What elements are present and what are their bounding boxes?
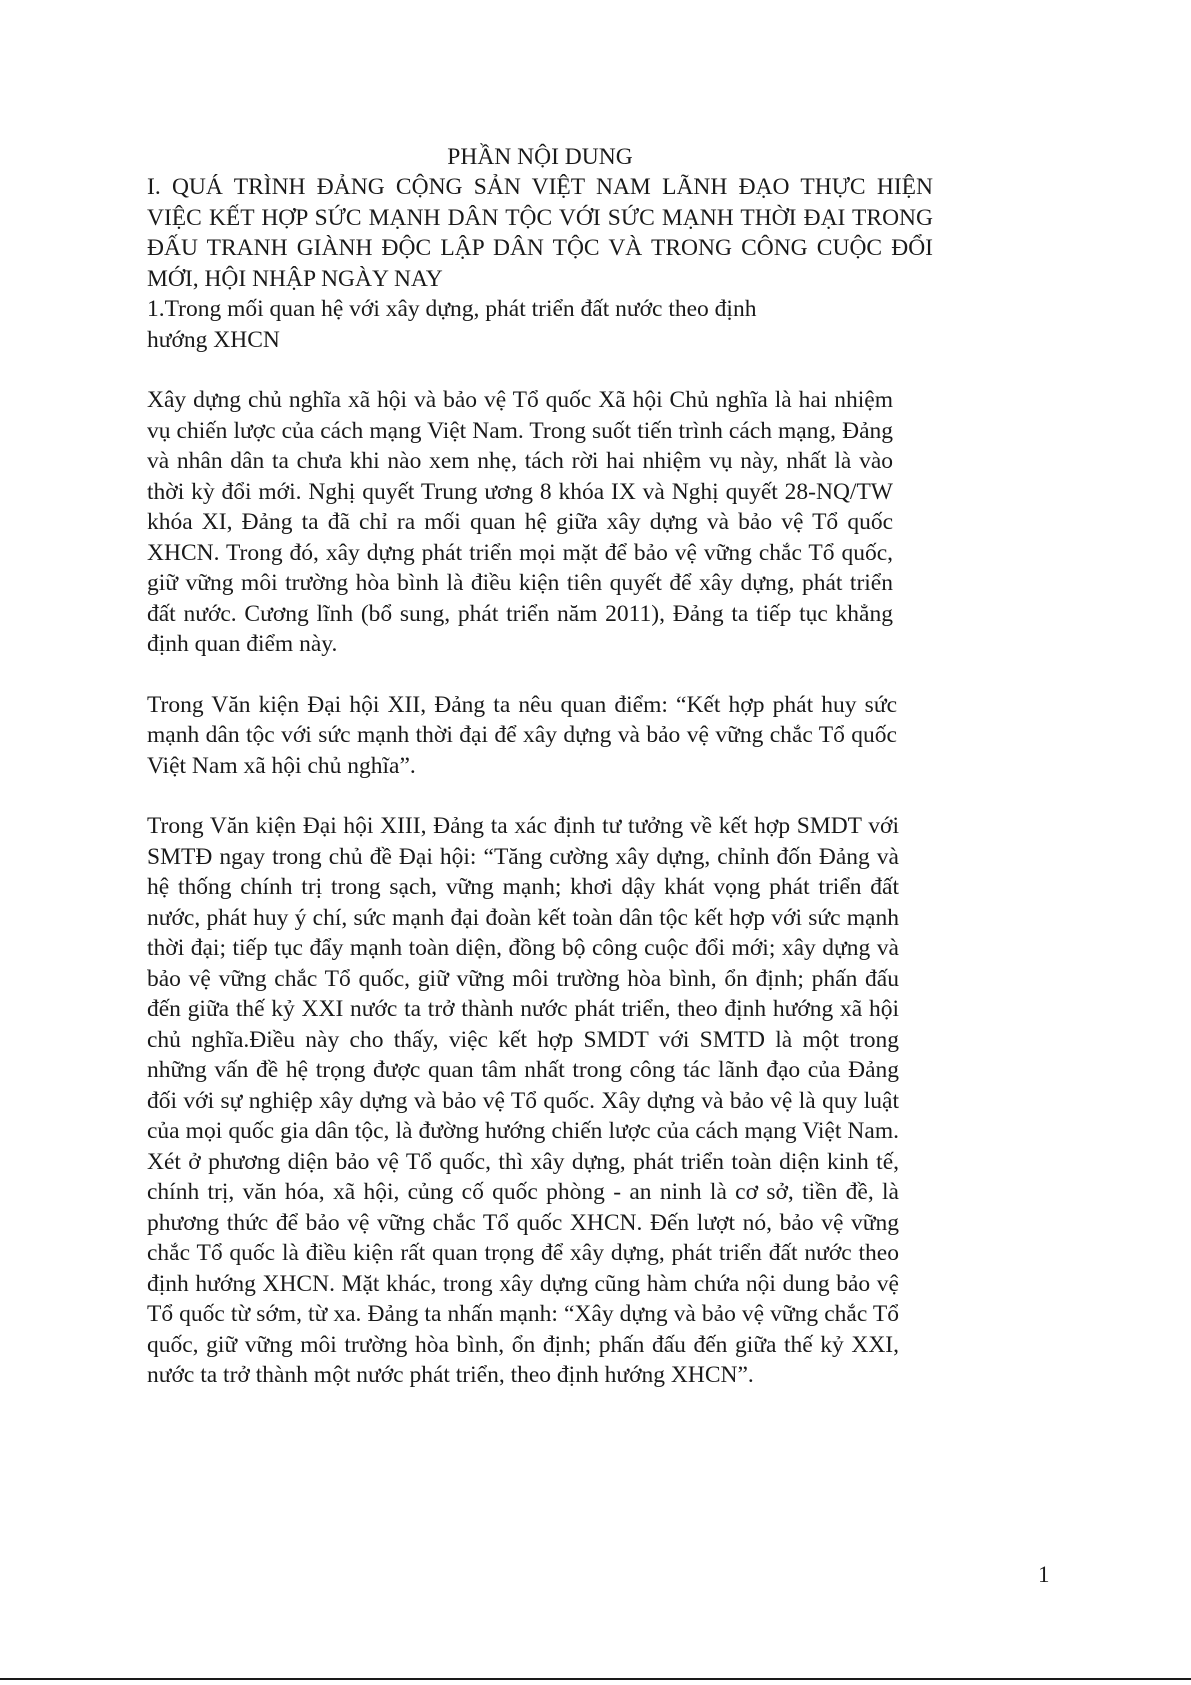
spacer — [147, 660, 933, 690]
paragraph: Xây dựng chủ nghĩa xã hội và bảo vệ Tổ quốc Xã hội Chủ nghĩa là hai nhiệm vụ chiến lược của cách mạng Việt Nam. Trong suốt tiến trình cách mạng, Đảng và nhân dân ta chưa khi nào xem nhẹ, tách rời hai nhiệm vụ này, nhất là vào thời kỳ đổi mới. Nghị quyết Trung ương 8 khóa IX và Nghị quyết 28-NQ/TW khóa XI, Đảng ta đã chỉ ra mối quan hệ giữa xây dựng và bảo vệ Tổ quốc XHCN. Trong đó, xây dựng phát triển mọi mặt để bảo vệ vững chắc Tổ quốc, giữ vững môi trường hòa bình là điều kiện tiên quyết để xây dựng, phát triển đất nước. Cương lĩnh (bổ sung, phát triển năm 2011), Đảng ta tiếp tục khẳng định quan điểm này. — [147, 387, 893, 657]
spacer — [147, 355, 933, 385]
subsection-heading: 1.Trong mối quan hệ với xây dựng, phát triển đất nước theo định hướng XHCN — [147, 296, 757, 353]
spacer — [147, 781, 933, 811]
section-heading: I. QUÁ TRÌNH ĐẢNG CỘNG SẢN VIỆT NAM LÃNH ĐẠO THỰC HIỆN VIỆC KẾT HỢP SỨC MẠNH DÂN TỘC VỚI SỨC MẠNH THỜI ĐẠI TRONG ĐẤU TRANH GIÀNH ĐỘC LẬP DÂN TỘC VÀ TRONG CÔNG CUỘC ĐỔI MỚI, HỘI NHẬP NGÀY NAY — [147, 174, 933, 292]
page-title: PHẦN NỘI DUNG — [447, 144, 633, 170]
footer-divider — [0, 1678, 1191, 1680]
paragraph: Trong Văn kiện Đại hội XIII, Đảng ta xác định tư tưởng về kết hợp SMDT với SMTĐ ngay trong chủ đề Đại hội: “Tăng cường xây dựng, chỉnh đốn Đảng và hệ thống chính trị trong sạch, vững mạnh; khơi dậy khát vọng phát triển đất nước, phát huy ý chí, sức mạnh đại đoàn kết toàn dân tộc kết hợp với sức mạnh thời đại; tiếp tục đẩy mạnh toàn diện, đồng bộ công cuộc đổi mới; xây dựng và bảo vệ vững chắc Tổ quốc, giữ vững môi trường hòa bình, ổn định; phấn đấu đến giữa thế kỷ XXI nước ta trở thành nước phát triển, theo định hướng xã hội chủ nghĩa.Điều này cho thấy, việc kết hợp SMDT với SMTD là một trong những vấn đề hệ trọng được quan tâm nhất trong công tác lãnh đạo của Đảng đối với sự nghiệp xây dựng và bảo vệ Tổ quốc. Xây dựng và bảo vệ là quy luật của mọi quốc gia dân tộc, là đường hướng chiến lược của cách mạng Việt Nam. Xét ở phương diện bảo vệ Tổ quốc, thì xây dựng, phát triển toàn diện kinh tế, chính trị, văn hóa, xã hội, củng cố quốc phòng - an ninh là cơ sở, tiền đề, là phương thức để bảo vệ vững chắc Tổ quốc XHCN. Đến lượt nó, bảo vệ vững chắc Tổ quốc là điều kiện rất quan trọng để xây dựng, phát triển đất nước theo định hướng XHCN. Mặt khác, trong xây dựng cũng hàm chứa nội dung bảo vệ Tổ quốc từ sớm, từ xa. Đảng ta nhấn mạnh: “Xây dựng và bảo vệ vững chắc Tổ quốc, giữ vững môi trường hòa bình, ổn định; phấn đấu đến giữa thế kỷ XXI, nước ta trở thành một nước phát triển, theo định hướng XHCN”. — [147, 813, 899, 1388]
paragraph: Trong Văn kiện Đại hội XII, Đảng ta nêu quan điểm: “Kết hợp phát huy sức mạnh dân tộc với sức mạnh thời đại để xây dựng và bảo vệ vững chắc Tổ quốc Việt Nam xã hội chủ nghĩa”. — [147, 691, 897, 779]
page-number: 1 — [1038, 1562, 1050, 1587]
document-page — [147, 143, 933, 1391]
